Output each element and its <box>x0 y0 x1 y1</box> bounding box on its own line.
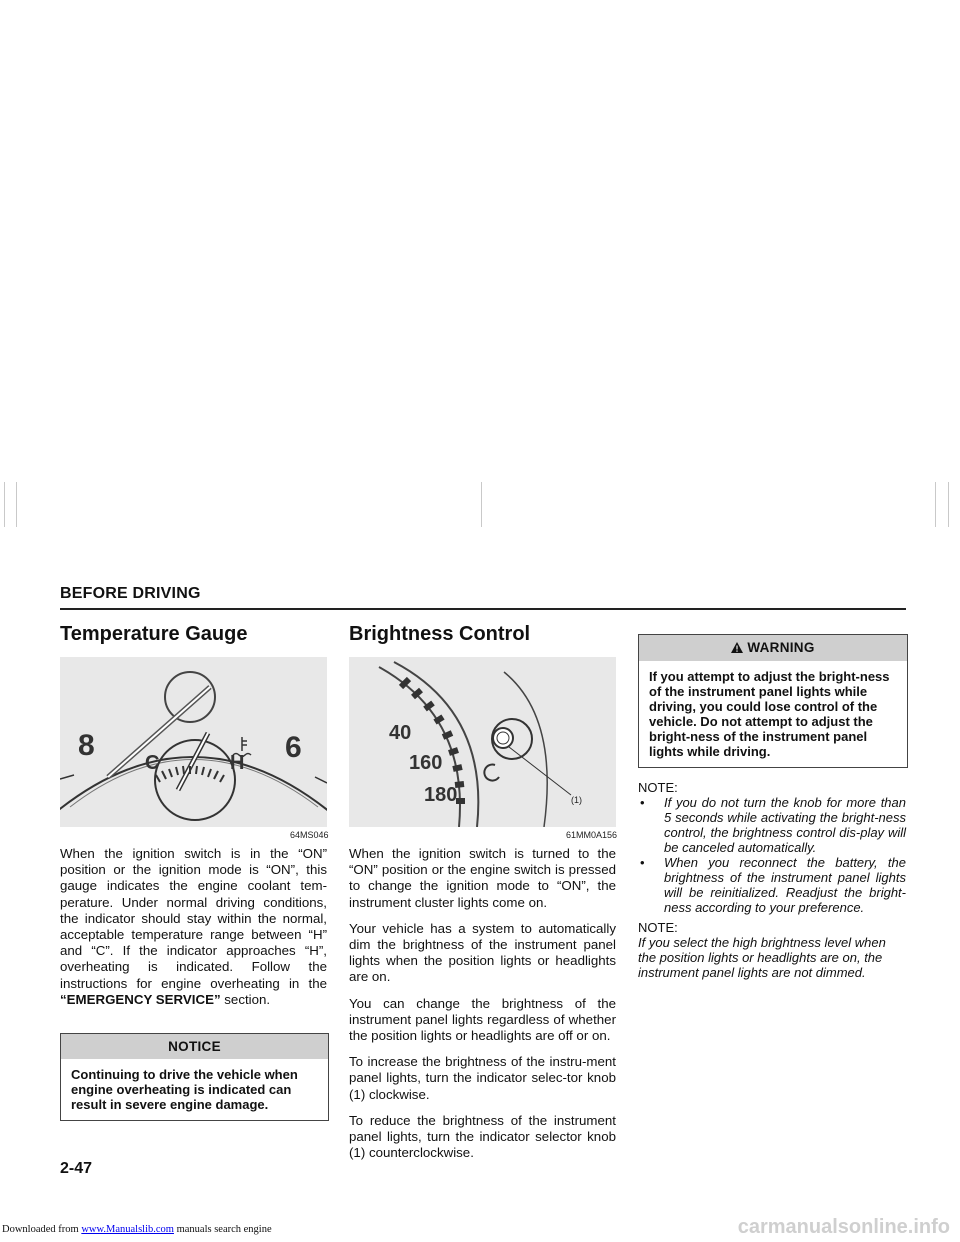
heading-temperature-gauge: Temperature Gauge <box>60 623 248 645</box>
brightness-control-text <box>349 846 616 1171</box>
crop-mark <box>948 482 949 527</box>
note-item-text: If you do not turn the knob for more than 5 seconds while activating the bright-ness control, the brightness control dis-play will be canceled automatically. <box>664 795 906 855</box>
speed-label: 40 <box>389 722 412 744</box>
bullet-icon: • <box>640 855 645 870</box>
paragraph: To increase the brightness of the instru-ment panel lights, turn the indicator selec-tor knob (1) clockwise. <box>349 1054 616 1102</box>
note-item-text: When you reconnect the battery, the brightness of the instrument panel lights will be reinitialized. Readjust the bright-ness according to your preference. <box>664 855 906 915</box>
gauge-hot-label: H <box>230 752 245 774</box>
paragraph: Your vehicle has a system to automatically dim the brightness of the instrument panel lights when the position lights or headlights are on. <box>349 920 616 985</box>
warning-title: WARNING <box>747 640 815 655</box>
temperature-gauge-illustration <box>60 657 327 827</box>
crop-mark <box>4 482 5 527</box>
bullet-icon: • <box>640 795 645 810</box>
speed-label: 160 <box>409 752 443 774</box>
heading-brightness-control: Brightness Control <box>349 623 531 645</box>
footer <box>2 1224 272 1235</box>
gauge-right-number: 6 <box>285 731 302 764</box>
footer-suffix: manuals search engine <box>173 1224 272 1235</box>
warning-header <box>639 635 907 661</box>
warning-triangle-icon <box>731 641 743 656</box>
note-item <box>638 795 906 855</box>
brightness-control-figure <box>349 657 616 827</box>
note-list <box>638 795 906 915</box>
warning-box <box>638 634 908 768</box>
figure-code: 61MM0A156 <box>566 830 618 840</box>
temperature-gauge-text <box>60 846 327 1018</box>
note-1 <box>638 780 906 915</box>
note-label: NOTE: <box>638 780 678 795</box>
note-text: If you select the high brightness level when the position lights or headlights are on, the instrument panel lights are not dimmed. <box>638 935 886 980</box>
crop-mark <box>935 482 936 527</box>
brightness-knob-illustration <box>349 657 616 827</box>
note-item <box>638 855 906 915</box>
warning-text: If you attempt to adjust the bright-ness of the instrument panel lights while driving, you could lose control of the vehicle. Do not attempt to adjust the bright-ness of the instrument panel lights while driving. <box>649 669 890 759</box>
footer-prefix: Downloaded from <box>2 1224 82 1235</box>
section-rule <box>60 608 906 610</box>
page-number: 2-47 <box>60 1160 93 1177</box>
temperature-gauge-figure <box>60 657 327 827</box>
note-2 <box>638 920 906 980</box>
emergency-service-ref: “EMERGENCY SERVICE” <box>60 991 221 1007</box>
speed-label: 180 <box>424 784 458 806</box>
knob-callout-label: (1) <box>571 795 582 805</box>
section-title: BEFORE DRIVING <box>60 585 201 602</box>
watermark: carmanualsonline.info <box>737 1216 950 1238</box>
notice-box <box>60 1033 329 1121</box>
note-label: NOTE: <box>638 920 678 935</box>
paragraph-text: section. <box>220 991 271 1007</box>
paragraph: To reduce the brightness of the instrument panel lights, turn the indicator selector knob (1) counterclockwise. <box>349 1112 616 1161</box>
notice-text: Continuing to drive the vehicle when engine overheating is indicated can result in severe engine damage. <box>71 1067 298 1112</box>
notice-title: NOTICE <box>61 1034 328 1059</box>
paragraph: You can change the brightness of the instrument panel lights regardless of whether the position lights or headlights are off or on. <box>349 995 616 1044</box>
figure-code: 64MS046 <box>290 830 329 840</box>
gauge-left-number: 8 <box>78 729 95 762</box>
paragraph-text: When the ignition switch is in the “ON” position or the ignition mode is “ON”, this gauge indicates the engine coolant tem-perature. Under normal driving conditions, the indicator should stay within the normal, acceptable temperature range between “H” and “C”. If the indicator approaches “H”, overheating is indicated. Follow the instructions for engine overheating in the <box>60 846 327 991</box>
paragraph: When the ignition switch is turned to the “ON” position or the engine switch is pressed to change the ignition mode to “ON”, the instrument cluster lights come on. <box>349 846 616 910</box>
crop-mark <box>481 482 482 527</box>
gauge-cold-label: C <box>145 752 160 774</box>
crop-mark <box>16 482 17 527</box>
manualslib-link[interactable]: www.Manualslib.com <box>81 1224 174 1235</box>
